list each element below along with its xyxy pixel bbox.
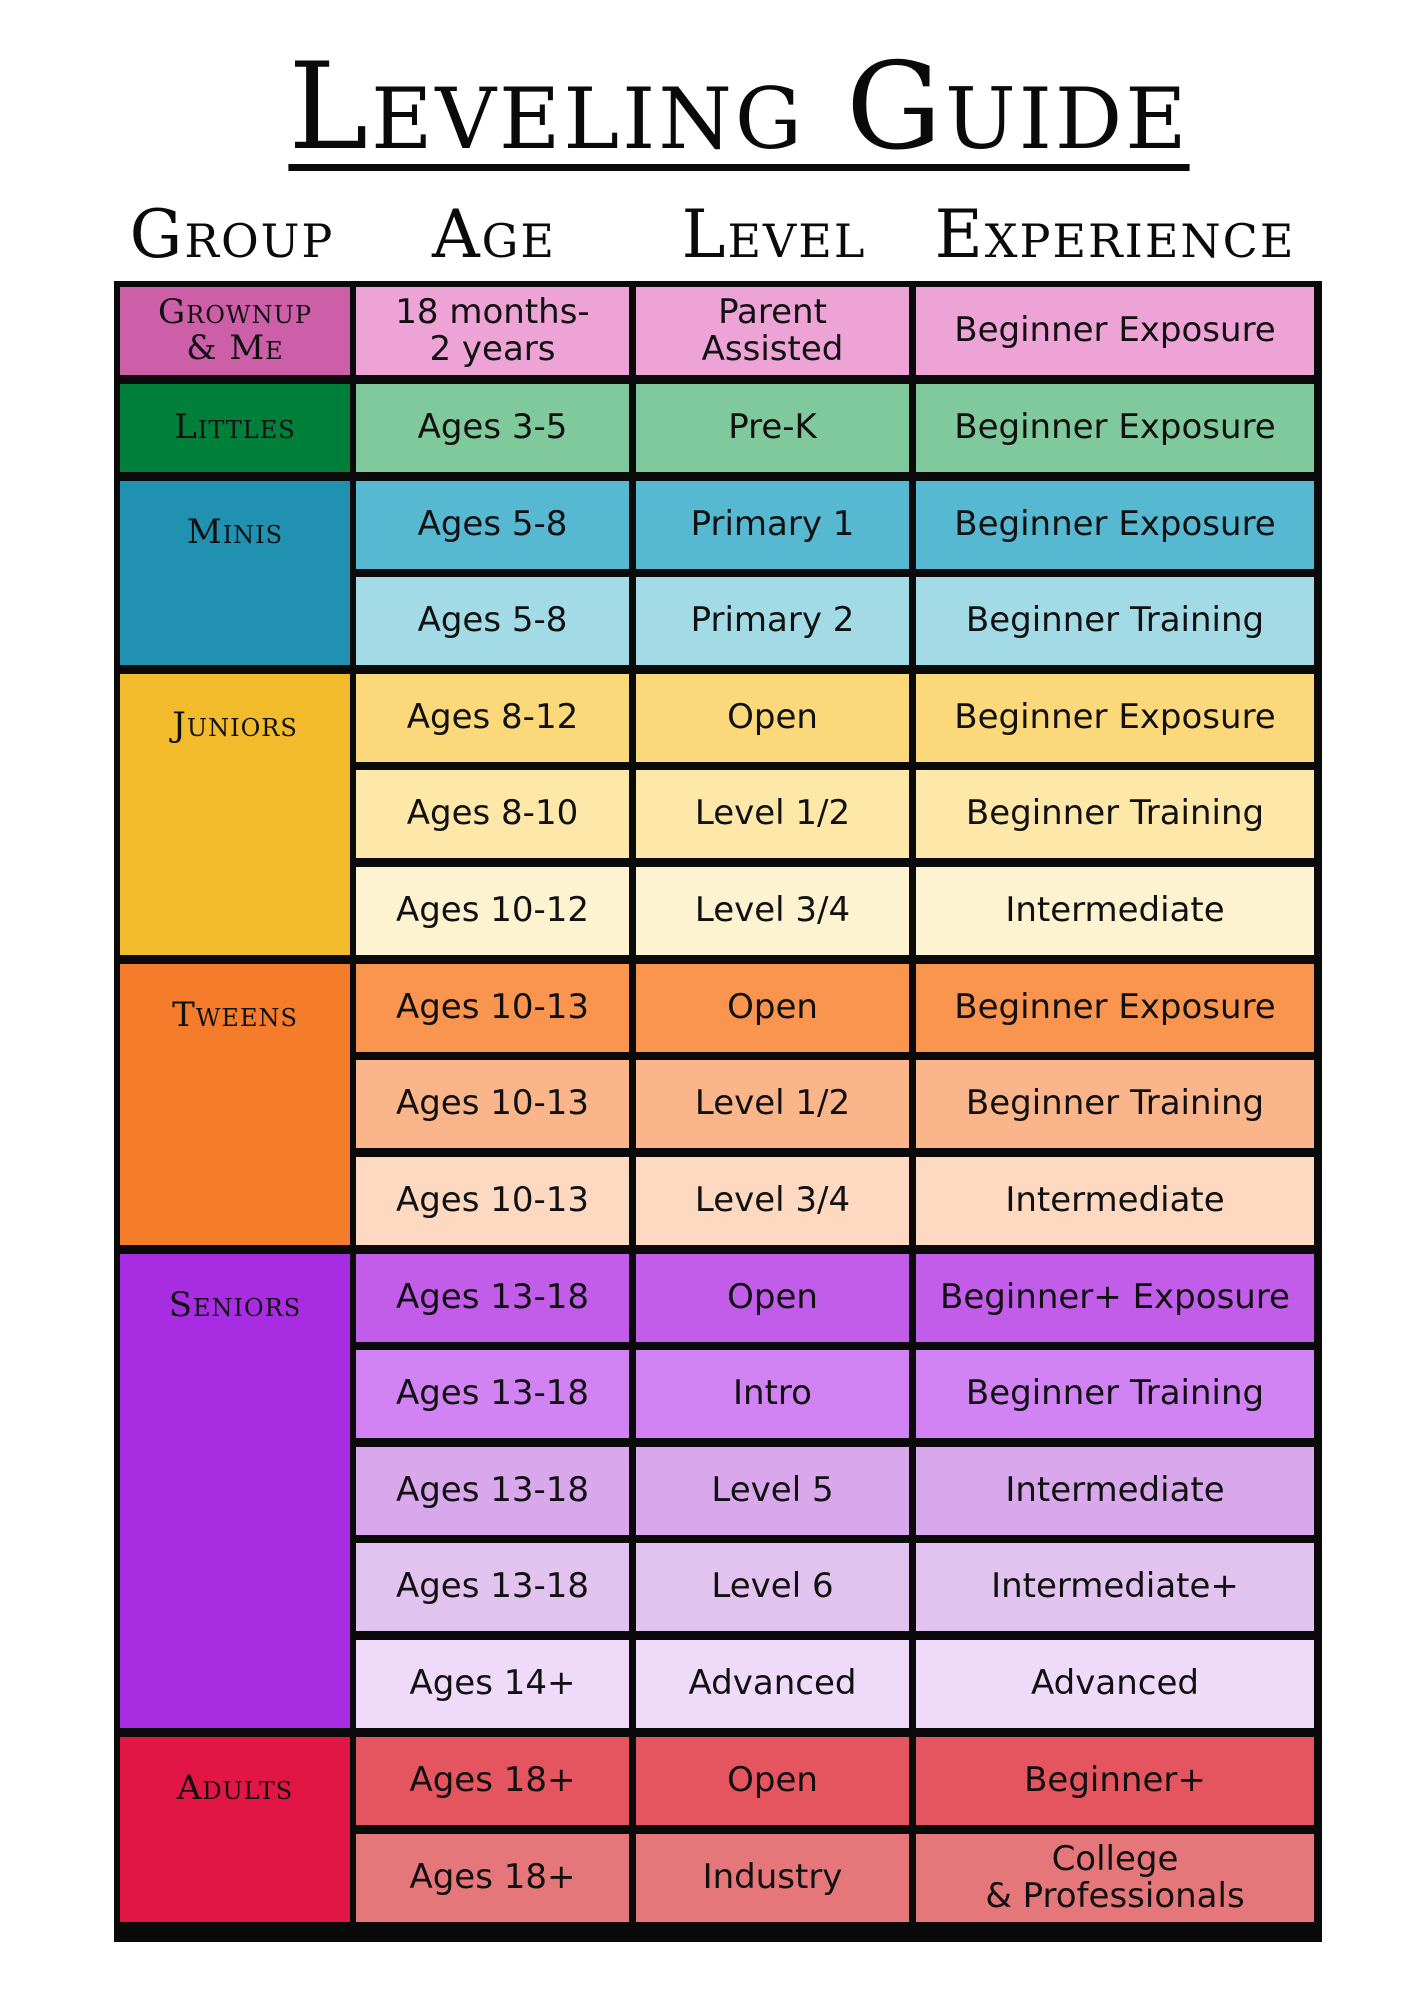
group-grownup-me [120, 287, 350, 375]
level-cell: Open [636, 674, 909, 762]
age-cell: 18 months- 2 years [356, 287, 629, 375]
group-juniors [120, 674, 350, 955]
group-label: Minis [186, 512, 284, 552]
group-label: Grownup & Me [158, 292, 312, 368]
level-cell: Open [636, 964, 909, 1052]
experience-cell: Beginner Exposure [916, 384, 1314, 472]
age-cell: Ages 13-18 [356, 1254, 629, 1342]
level-cell: Level 3/4 [636, 1157, 909, 1245]
level-cell: Industry [636, 1834, 909, 1922]
column-header-experience: Experience [934, 195, 1296, 273]
experience-cell: Beginner Training [916, 1060, 1314, 1148]
group-minis [120, 481, 350, 665]
experience-cell: Beginner Exposure [916, 287, 1314, 375]
experience-cell: Beginner+ Exposure [916, 1254, 1314, 1342]
age-cell: Ages 10-13 [356, 1060, 629, 1148]
level-cell: Level 3/4 [636, 867, 909, 955]
leveling-table [114, 281, 1322, 1942]
column-header-age: Age [432, 195, 556, 273]
level-cell: Level 6 [636, 1543, 909, 1631]
age-cell: Ages 10-13 [356, 1157, 629, 1245]
age-cell: Ages 8-12 [356, 674, 629, 762]
experience-cell: Beginner Exposure [916, 964, 1314, 1052]
level-cell: Parent Assisted [636, 287, 909, 375]
level-cell: Open [636, 1254, 909, 1342]
group-tweens [120, 964, 350, 1245]
age-cell: Ages 13-18 [356, 1350, 629, 1438]
age-cell: Ages 10-12 [356, 867, 629, 955]
level-cell: Advanced [636, 1640, 909, 1728]
level-cell: Primary 1 [636, 481, 909, 569]
level-cell: Level 1/2 [636, 770, 909, 858]
level-cell: Pre-K [636, 384, 909, 472]
age-cell: Ages 3-5 [356, 384, 629, 472]
experience-cell: Beginner Training [916, 1350, 1314, 1438]
level-cell: Open [636, 1737, 909, 1825]
experience-cell: College & Professionals [916, 1834, 1314, 1922]
group-label: Tweens [172, 995, 298, 1035]
experience-cell: Beginner Exposure [916, 481, 1314, 569]
group-adults [120, 1737, 350, 1922]
experience-cell: Beginner+ [916, 1737, 1314, 1825]
group-seniors [120, 1254, 350, 1728]
level-cell: Primary 2 [636, 577, 909, 665]
level-cell: Intro [636, 1350, 909, 1438]
experience-cell: Beginner Training [916, 770, 1314, 858]
column-header-level: Level [681, 195, 867, 273]
group-label: Juniors [172, 705, 298, 745]
age-cell: Ages 8-10 [356, 770, 629, 858]
experience-cell: Intermediate [916, 867, 1314, 955]
column-header-group: Group [129, 195, 335, 273]
experience-cell: Beginner Exposure [916, 674, 1314, 762]
experience-cell: Intermediate+ [916, 1543, 1314, 1631]
age-cell: Ages 5-8 [356, 577, 629, 665]
experience-cell: Advanced [916, 1640, 1314, 1728]
age-cell: Ages 18+ [356, 1737, 629, 1825]
age-cell: Ages 10-13 [356, 964, 629, 1052]
age-cell: Ages 13-18 [356, 1543, 629, 1631]
age-cell: Ages 5-8 [356, 481, 629, 569]
age-cell: Ages 14+ [356, 1640, 629, 1728]
group-littles [120, 384, 350, 472]
experience-cell: Intermediate [916, 1157, 1314, 1245]
age-cell: Ages 13-18 [356, 1447, 629, 1535]
age-cell: Ages 18+ [356, 1834, 629, 1922]
group-label: Adults [176, 1768, 294, 1808]
group-label: Seniors [168, 1285, 302, 1325]
experience-cell: Intermediate [916, 1447, 1314, 1535]
page-title: Leveling Guide [288, 38, 1190, 177]
level-cell: Level 5 [636, 1447, 909, 1535]
level-cell: Level 1/2 [636, 1060, 909, 1148]
group-label: Littles [174, 407, 296, 448]
experience-cell: Beginner Training [916, 577, 1314, 665]
